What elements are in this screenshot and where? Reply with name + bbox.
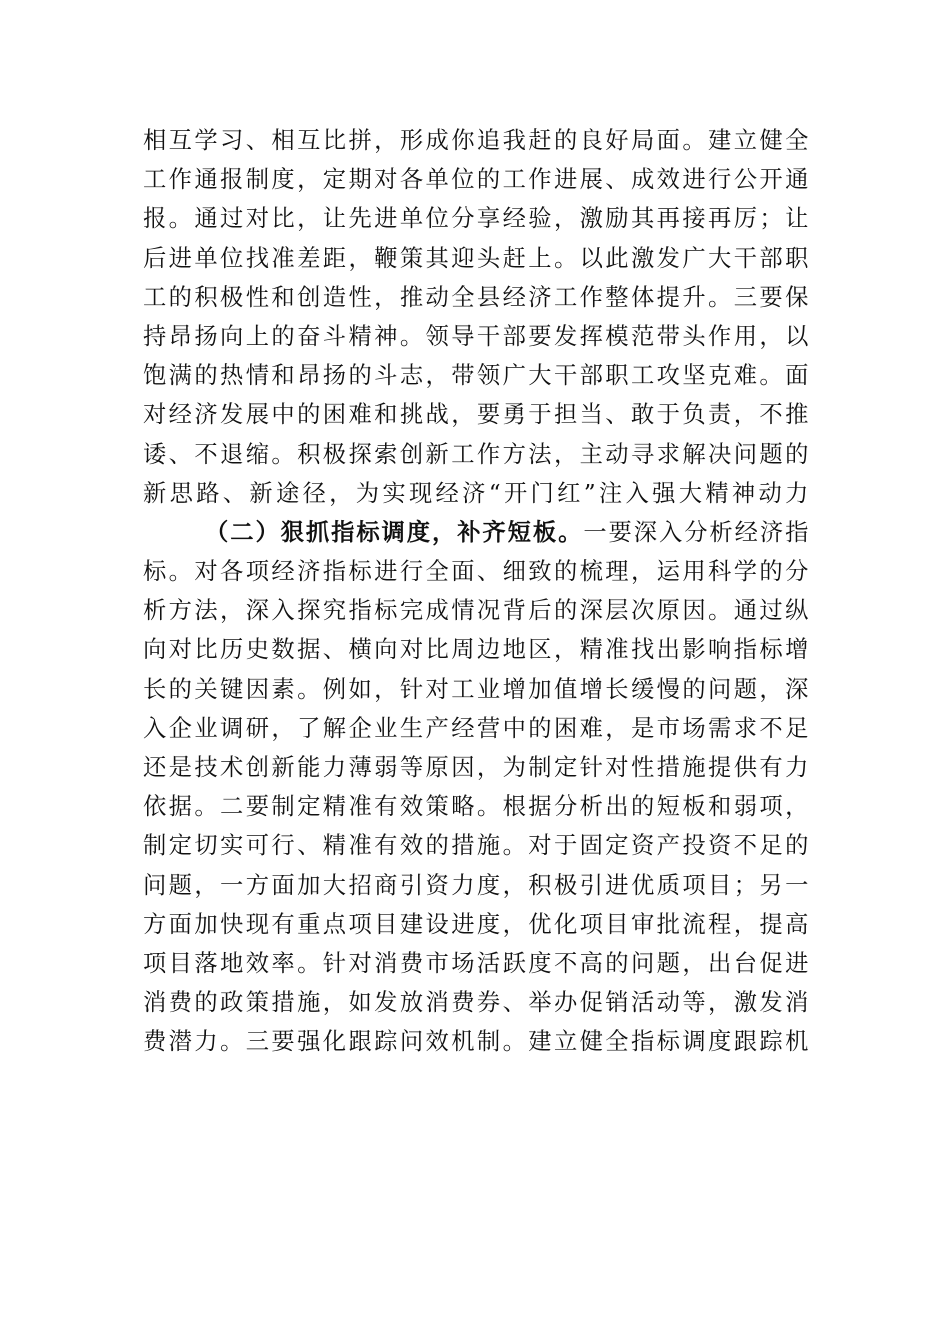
- paragraph1-line-5: 工的积极性和创造性，推动全县经济工作整体提升。三要保: [143, 283, 809, 311]
- section-heading: （二）狠抓指标调度，补齐短板。: [205, 518, 584, 546]
- paragraph2-line-5: 长的关键因素。例如，针对工业增加值增长缓慢的问题，深: [143, 675, 809, 703]
- paragraph2-line-6: 入企业调研，了解企业生产经营中的困难，是市场需求不足: [143, 714, 809, 742]
- paragraph1-line-7: 饱满的热情和昂扬的斗志，带领广大干部职工攻坚克难。面: [143, 362, 809, 390]
- paragraph2-line-14: 费潜力。三要强化跟踪问效机制。建立健全指标调度跟踪机: [143, 1028, 809, 1056]
- paragraph2-line-3: 析方法，深入探究指标完成情况背后的深层次原因。通过纵: [143, 597, 809, 625]
- paragraph2-line-12: 项目落地效率。针对消费市场活跃度不高的问题，出台促进: [143, 949, 809, 977]
- paragraph1-line-2: 工作通报制度，定期对各单位的工作进展、成效进行公开通: [143, 166, 809, 194]
- body-text: [143, 121, 809, 1062]
- paragraph1-line-9: 诿、不退缩。积极探索创新工作方法，主动寻求解决问题的: [143, 440, 809, 468]
- paragraph2-line-13: 消费的政策措施，如发放消费券、举办促销活动等，激发消: [143, 989, 809, 1017]
- paragraph1-line-4: 后进单位找准差距，鞭策其迎头赶上。以此激发广大干部职: [143, 244, 809, 272]
- paragraph2-first-line: [143, 513, 809, 552]
- paragraph1-line-6: 持昂扬向上的奋斗精神。领导干部要发挥模范带头作用，以: [143, 322, 809, 350]
- paragraph1-line-1: 相互学习、相互比拼，形成你追我赶的良好局面。建立健全: [143, 127, 809, 154]
- paragraph2-line-10: 问题，一方面加大招商引资力度，积极引进优质项目；另一: [143, 871, 809, 899]
- paragraph2-line-7: 还是技术创新能力薄弱等原因，为制定针对性措施提供有力: [143, 754, 809, 781]
- paragraph2-line-2: 标。对各项经济指标进行全面、细致的梳理，运用科学的分: [143, 558, 809, 586]
- paragraph2-first-line-text: 一要深入分析经济指: [583, 518, 809, 546]
- paragraph2-line-11: 方面加快现有重点项目建设进度，优化项目审批流程，提高: [143, 910, 809, 938]
- paragraph1-line-3: 报。通过对比，让先进单位分享经验，激励其再接再厉；让: [143, 205, 809, 233]
- paragraph2-line-8: 依据。二要制定精准有效策略。根据分析出的短板和弱项，: [143, 793, 809, 821]
- paragraph2-line-4: 向对比历史数据、横向对比周边地区，精准找出影响指标增: [143, 636, 809, 664]
- paragraph2-line-9: 制定切实可行、精准有效的措施。对于固定资产投资不足的: [143, 832, 809, 860]
- paragraph1-line-10: 新思路、新途径，为实现经济“开门红”注入强大精神动力: [143, 479, 809, 507]
- paragraph1-line-8: 对经济发展中的困难和挑战，要勇于担当、敢于负责，不推: [143, 401, 809, 429]
